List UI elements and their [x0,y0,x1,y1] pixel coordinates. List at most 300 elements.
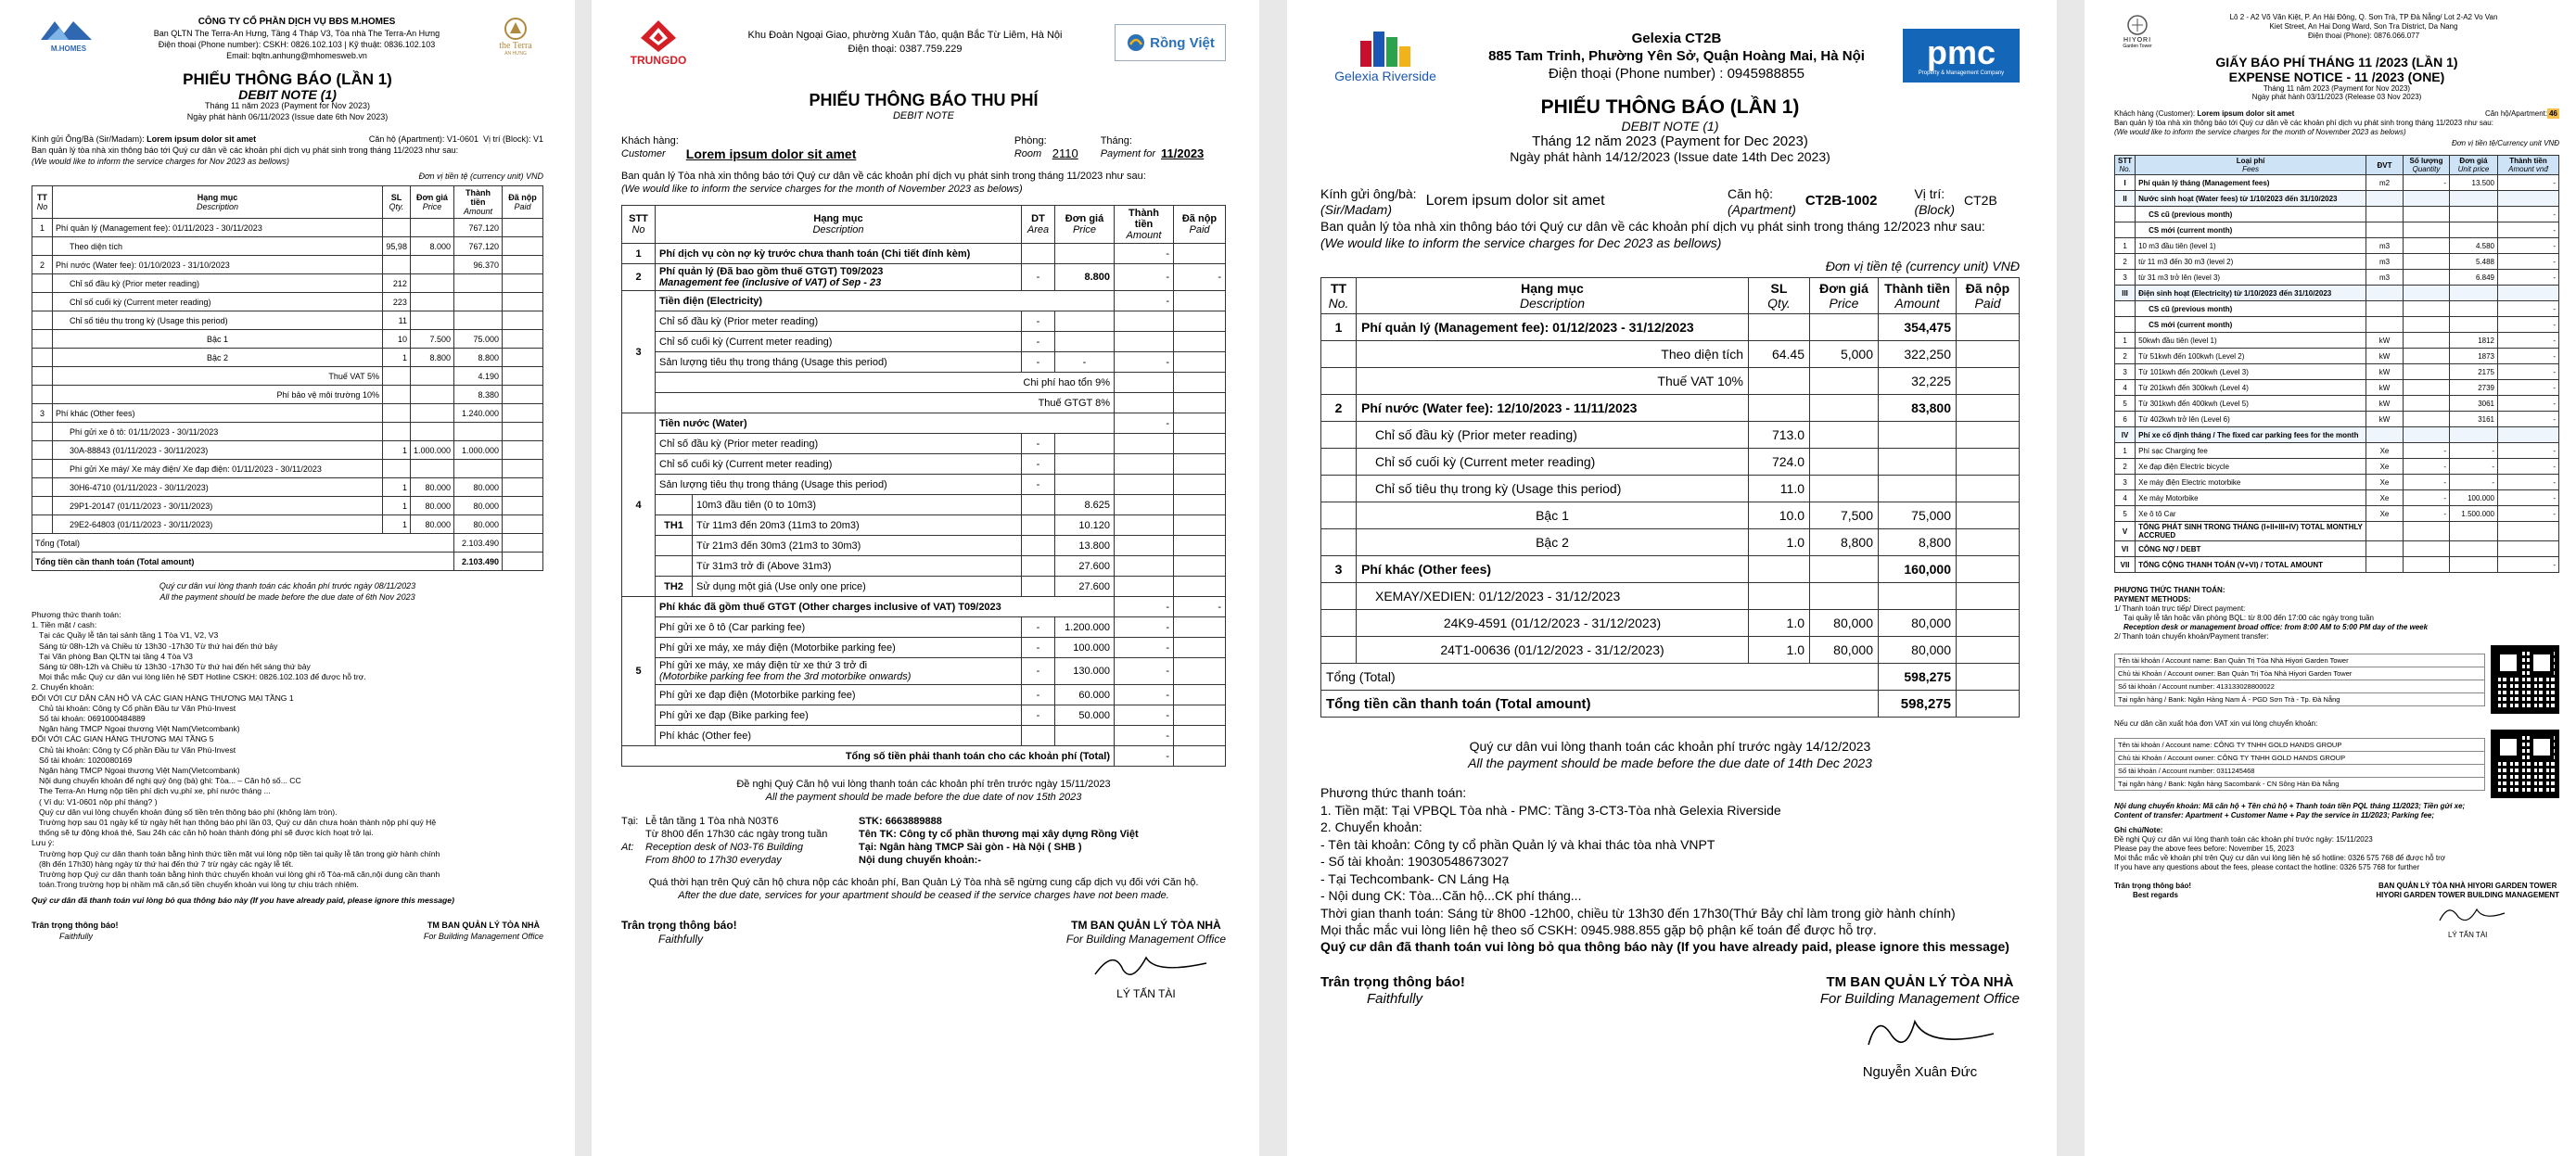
header-en: Unit price [2457,165,2490,173]
table-cell [32,478,53,497]
payment-line: Sáng từ 08h-12h và Chiều từ 13h30 -17h30 Từ thứ hai đến thứ bảy [39,641,278,651]
qty: 1.0 [1749,529,1810,556]
bank-line: Tên tài khoản / Account name: CÔNG TY TNHH GOLD HANDS GROUP [2115,738,2485,751]
paid [1174,373,1226,393]
header-vi: DT [1031,213,1045,224]
column-header [382,186,410,219]
payment-line: Số tài khoản: 0691000484889 [39,714,146,724]
table-cell: 80.000 [454,515,503,534]
greeting-en: (Sir/Madam) [1320,202,1393,217]
paid [1174,291,1226,311]
table-cell: 8.800 [410,349,453,367]
table-row [2115,222,2559,238]
note-line: Mọi thắc mắc về khoản phí trên Quý cư dân vui lòng liên hệ số hotline: 0326 575 768 để được hỗ trợ [2114,854,2445,862]
table-cell [503,219,543,237]
rongviet-logo [1115,24,1226,61]
tier-description [656,515,1022,536]
paid [1174,685,1226,705]
header-vi: TT [37,193,47,202]
column-header [1174,206,1226,244]
payment-line: Trường hợp Quý cư dân thanh toán bằng hình thức tiền mặt vui lòng nộp tiền tại quầy lễ tân trong giờ hành chính [39,848,440,858]
paid [1957,502,2020,529]
table-row [2115,490,2559,506]
header-vi: Hạng mục [813,213,863,224]
trungdo-logo [621,19,695,67]
table-row [32,497,543,515]
notes [2114,826,2559,872]
table-cell: 1.240.000 [454,404,503,423]
payment-line: Quý cư dân vui lòng chuyển khoản đúng số tiền trên thông báo phí (không làm tròn). [39,807,338,817]
table-cell: 223 [382,293,410,311]
table-cell: 1 [382,349,410,367]
faithfully: Faithfully [658,933,704,946]
paid [1174,311,1226,332]
table-cell [382,460,410,478]
table-cell [2366,557,2404,573]
table-cell: 2 [2115,459,2136,475]
paid [1957,422,2020,449]
block: Vị trí (Block): V1 [482,134,543,144]
header-vi: Hạng mục [197,193,238,202]
signer: Nguyễn Xuân Đức [1862,1063,1978,1080]
payment-line: ĐỐI VỚI CƯ DÂN CĂN HỘ VÀ CÁC GIAN HÀNG THƯƠNG MẠI TẦNG 1 [32,692,294,703]
payment-line: - Tên tài khoản: Công ty cổ phần Quản lý và khai thác tòa nhà VNPT [1320,836,1715,852]
table-cell: 96.370 [454,256,503,274]
greeting: Kính gửi ông/bà: [1320,186,1417,201]
gelexia-logo-icon [1353,28,1418,69]
desc-vi: Phí gửi xe ô tô (Car parking fee) [659,621,806,633]
table-cell: 5 [2115,396,2136,412]
qr-code-2[interactable] [2491,730,2559,798]
block-label-en: (Block) [1914,202,1955,217]
table-cell [382,404,410,423]
column-header [2136,156,2366,175]
payment-line: Tại các Quầy lễ tân tại sảnh tầng 1 Tòa V1, V2, V3 [39,630,219,641]
table-cell [503,515,543,534]
page-title: GIẤY BÁO PHÍ THÁNG 11 /2023 (LẦN 1) [2215,55,2458,70]
paid [1957,556,2020,583]
table-cell: CS cũ (previous month) [2136,207,2366,222]
amount: - [1115,685,1174,705]
table-cell: 767.120 [454,237,503,256]
payment-month: Tháng 11 năm 2023 (Payment for Nov 2023) [2263,84,2411,93]
area: - [1022,352,1055,373]
table-row [32,237,543,256]
table-cell: 80.000 [410,497,453,515]
price [1810,314,1879,341]
at-place-en: Reception desk of N03-T6 Building [645,842,803,853]
table-cell [2115,222,2136,238]
payment-methods [1320,784,2020,939]
note-line: Please pay the above fees before: November 15, 2023 [2114,845,2294,853]
customer-name: Lorem ipsum dolor sit amet [147,134,257,144]
header-vi: Đơn giá [1065,213,1104,224]
table-cell [503,441,543,460]
table-row [2115,191,2559,207]
table-cell: từ 31 m3 trở lên (level 3) [2136,270,2366,286]
area [1022,515,1055,536]
price [1055,475,1115,495]
payment-methods [32,610,543,890]
payment-line: Lưu ý: [32,838,55,848]
transfer-content-en: Content of transfer: Apartment + Customer Name + Pay the service in 11/2023; Parking fee; [2114,811,2434,819]
qr-code-1[interactable] [2491,645,2559,714]
price [1810,422,1879,449]
tier-text: Từ 31m3 trở đi (Above 31m3) [696,560,832,572]
signature [2426,900,2509,928]
header-vi: Loại phí [2236,157,2265,165]
header-en: Amount [463,207,493,216]
company: Gelexia CT2B [1631,30,1722,46]
table-cell: Nước sinh hoạt (Water fees) từ 1/10/2023 đến 31/10/2023 [2136,191,2366,207]
paid: - [1174,264,1226,291]
table-row [622,617,1226,638]
price: 10.120 [1055,515,1115,536]
table-cell: 30A-88843 (01/11/2023 - 30/11/2023) [53,441,383,460]
apartment-label: Căn hộ/Apartment: [2484,109,2548,118]
table-cell: 29P1-20147 (01/11/2023 - 30/11/2023) [53,497,383,515]
table-row [622,726,1226,746]
table-row [32,349,543,367]
price [1810,476,1879,502]
table-cell: Theo diện tích [53,237,383,256]
table-row [2115,522,2559,541]
due-note-en: All the payment should be made before the due date of 6th Nov 2023 [159,592,415,602]
table-cell [2450,541,2498,557]
payment-line: Trường hợp Quý cư dân thanh toán bằng hình thức chuyển khoản vui lòng ghi rõ Tòa-mã căn,nội dung cần thanh [39,870,440,880]
table-cell [32,423,53,441]
table-cell: - [2498,459,2559,475]
payment-line: The Terra-An Hưng nộp tiền phí dịch vụ,phí xe, phí nước tháng ... [39,786,271,796]
month-label-en: Payment for [1100,148,1155,159]
hiyori-logo [2114,13,2161,49]
area: - [1022,705,1055,726]
due-note-en: All the payment should be made before the due date of nov 15th 2023 [765,792,1082,803]
customer-name: Lorem ipsum dolor sit amet [1425,193,1605,209]
transfer-content: Nội dung chuyển khoản: Mã căn hộ + Tên chủ hộ + Thanh toán tiền PQL tháng 11/2023; Tiền gửi xe; [2114,802,2466,810]
amount [1879,449,1957,476]
table-cell: Phí xe cố định tháng / The fixed car parking fees for the month [2136,427,2366,443]
table-cell: 1 [382,478,410,497]
currency-unit: Đơn vị tiền tệ/Currency unit VNĐ [2452,139,2559,147]
table-row [2115,475,2559,490]
table-cell: 11 [382,311,410,330]
desc-en: (Motorbike parking fee from the 3rd motorbike onwards) [659,671,912,682]
column-header [1749,278,1810,314]
header-vi: Đã nộp [508,193,537,202]
address-2: Kiet Street, An Hai Dong Ward, Son Tra District, Da Nang [2269,22,2458,31]
total-row [32,534,543,553]
table-row [2115,333,2559,349]
table-row [622,495,1226,515]
table-cell: Từ 101kwh đến 200kwh (Level 3) [2136,364,2366,380]
table-cell: - [2404,443,2450,459]
bank-row [2115,692,2485,705]
table-cell [503,367,543,386]
table-cell: - [2498,412,2559,427]
column-header [454,186,503,219]
column-header [2450,156,2498,175]
th-label [656,536,693,555]
debit-note-gelexia [1287,0,2057,1156]
table-cell: 29E2-64803 (01/11/2023 - 30/11/2023) [53,515,383,534]
note-line: If you have any questions about the fees, please contact the hotline: 0326 575 768 for further [2114,863,2420,871]
table-cell: III [2115,286,2136,301]
table-cell [2366,541,2404,557]
table-row [2115,238,2559,254]
table-cell: 4.190 [454,367,503,386]
transfer-content: Nội dung chuyển khoản:- [859,855,981,866]
table-row [622,685,1226,705]
table-cell: - [2498,506,2559,522]
faithfully: Faithfully [1367,990,1423,1007]
price: 100.000 [1055,638,1115,658]
intro: Ban quản lý tòa nhà xin thông báo tới Quý cư dân về các khoản phí dịch vụ phát sinh trong tháng 11/2023 như sau: [2114,119,2493,127]
table-row [1321,422,2020,449]
th-label: TH2 [656,577,693,596]
address: Khu Đoàn Ngoại Giao, phường Xuân Tảo, quận Bắc Từ Liêm, Hà Nội [747,30,1063,41]
row-description [656,685,1022,705]
table-row [32,219,543,237]
table-cell: 3 [2115,364,2136,380]
table-cell [503,349,543,367]
payment-line: Số tài khoản: 1020080169 [39,755,133,765]
header-en: Paid [514,202,531,211]
table-row [32,404,543,423]
table-cell: 1 [382,497,410,515]
table-cell: Từ 402kwh trở lên (Level 6) [2136,412,2366,427]
table-row [32,386,543,404]
trungdo-text: TRUNGDO [630,54,687,67]
table-cell: 3061 [2450,396,2498,412]
warning-en: After the due date, services for your apartment should be ceased if the service charges have not been made. [678,890,1169,901]
office: TM BAN QUẢN LÝ TÒA NHÀ [1826,973,2014,990]
paid [1174,244,1226,264]
table-cell [32,515,53,534]
table-cell: 6 [2115,412,2136,427]
table-cell [2450,522,2498,541]
paid [1957,341,2020,368]
table-row [2115,380,2559,396]
vat-label: Thuế GTGT 8% [656,393,1115,413]
table-cell: 3 [2115,270,2136,286]
qty [1749,314,1810,341]
header-vi: Đã nộp [1181,213,1218,224]
company-address: Ban QLTN The Terra-An Hưng, Tầng 4 Tháp V3, Tòa nhà The Terra-An Hưng [153,29,440,38]
table-cell: Phí quản lý tháng (Management fees) [2136,175,2366,191]
tier-description [656,536,1022,556]
row-description [656,264,1022,291]
amount: 75,000 [1879,502,1957,529]
column-header [1357,278,1749,314]
price: 80,000 [1810,637,1879,664]
table-cell: 1 [382,515,410,534]
table-cell [2404,412,2450,427]
column-header [2498,156,2559,175]
terra-logo-text: the Terra [499,41,532,51]
header-en: Qty. [389,202,404,211]
row-no [1321,502,1357,529]
paid [1957,664,2020,691]
table-cell [503,534,543,553]
row-description: Chỉ số đầu kỳ (Prior meter reading) [1357,422,1749,449]
amount [1115,311,1174,332]
bank-row [2115,751,2485,764]
table-cell [2498,427,2559,443]
column-header [2404,156,2450,175]
qty: 724.0 [1749,449,1810,476]
table-row [622,311,1226,332]
column-header [2115,156,2136,175]
row-description: 24T1-00636 (01/12/2023 - 31/12/2023) [1357,637,1749,664]
table-cell [2498,522,2559,541]
price [1810,449,1879,476]
table-cell: 8.380 [454,386,503,404]
table-cell: 4.580 [2450,238,2498,254]
column-header [2366,156,2404,175]
paid [1957,476,2020,502]
table-cell: 10 m3 đầu tiên (level 1) [2136,238,2366,254]
page-title: PHIẾU THÔNG BÁO THU PHÍ [809,91,1039,109]
column-header [656,206,1022,244]
table-cell [503,478,543,497]
expense-notice-hiyori [2085,0,2576,1156]
currency-unit: Đơn vị tiền tệ (currency unit) VND [418,171,543,181]
qty [1749,395,1810,422]
table-row [2115,427,2559,443]
signer: LÝ TẤN TÀI [1116,987,1176,1000]
section-title: Tiền điện (Electricity) [656,291,1115,311]
amount: - [1115,413,1174,434]
table-row [1321,610,2020,637]
signature [1077,946,1216,984]
table-cell: V [2115,522,2136,541]
row-no [1321,637,1357,664]
table-cell: 2 [2115,254,2136,270]
office-en: For Building Management Office [423,932,543,942]
amount [1115,393,1174,413]
area [1022,244,1055,264]
table-cell: Điện sinh hoạt (Electricity) từ 1/10/2023 đến 31/10/2023 [2136,286,2366,301]
debit-note-mhomes [0,0,575,1156]
area: - [1022,454,1055,475]
table-cell [32,274,53,293]
pmc-logo [1903,29,2020,83]
table-row [2115,557,2559,573]
tier-text: Từ 21m3 đến 30m3 (21m3 to 30m3) [696,540,861,552]
price: 27.600 [1055,577,1115,597]
table-cell: kW [2366,349,2404,364]
table-cell: Xe [2366,459,2404,475]
header-en: Description [812,224,864,235]
table-cell [2404,349,2450,364]
header-en: No [36,202,48,211]
direct-payment-en: Reception desk or management broad office: from 8:00 AM to 5:00 PM day of the week [2123,623,2429,631]
table-cell [503,330,543,349]
room: 2110 [1052,146,1078,160]
amount: 8,800 [1879,529,1957,556]
table-cell: VI [2115,541,2136,557]
issue-date: Ngày phát hành 03/11/2023 (Release 03 Nov 2023) [2251,93,2422,101]
month-label: Tháng: [1100,135,1132,146]
payment-line: ( Ví dụ: V1-0601 nộp phí tháng? ) [39,796,158,807]
table-row [1321,368,2020,395]
room-label: Phòng: [1014,135,1047,146]
table-cell: Xe [2366,475,2404,490]
tier-text: 10m3 đầu tiên (0 to 10m3) [696,499,817,511]
bank-row [2115,680,2485,692]
table-cell: Xe [2366,490,2404,506]
paid-note: Quý cư dân đã thanh toán vui lòng bỏ qua thông báo này (If you have already paid, please ignore this message) [32,896,454,906]
payment-line: Ngân hàng TMCP Ngoại thương Việt Nam(Vietcombank) [39,766,240,776]
table-cell [32,460,53,478]
table-cell: Phí khác (Other fees) [53,404,383,423]
payment-line: 2. Chuyển khoản: [32,682,95,692]
table-cell: 10 [382,330,410,349]
header-en: Description [1519,296,1586,311]
table-cell [2450,286,2498,301]
row-description: Chỉ số tiêu thụ trong kỳ (Usage this period) [1357,476,1749,502]
mhomes-logo-icon [36,17,101,44]
paid [1957,314,2020,341]
price: 8,800 [1810,529,1879,556]
amount: - [1115,658,1174,685]
table-cell: Bậc 1 [53,330,383,349]
table-cell [2404,427,2450,443]
table-cell: kW [2366,412,2404,427]
tier-text: Từ 11m3 đến 20m3 (11m3 to 20m3) [696,519,860,531]
grand-total-row [1321,691,2020,718]
hiyori-logo-icon [2123,13,2151,37]
table-row [32,478,543,497]
table-cell: Phí gửi Xe máy/ Xe máy điện/ Xe đạp điện: 01/11/2023 - 30/11/2023 [53,460,383,478]
logo-text: M.HOMES [50,44,87,53]
bank-table-1 [2114,654,2485,706]
row-no [1321,368,1357,395]
table-row [622,638,1226,658]
table-cell [503,423,543,441]
amount: - [1115,617,1174,638]
direct-payment-vi: Tại quầy lễ tân hoặc văn phòng BQL: từ 8:00 đến 17:00 các ngày trong tuần [2123,614,2374,622]
table-cell [2404,396,2450,412]
table-cell: - [2450,443,2498,459]
table-row [622,373,1226,393]
table-cell [2404,254,2450,270]
amount: 354,475 [1879,314,1957,341]
bank-table-2 [2114,738,2485,791]
qty: 713.0 [1749,422,1810,449]
table-cell [2404,364,2450,380]
paid [1174,746,1226,767]
best-regards: Best regards [2133,891,2178,899]
amount: 160,000 [1879,556,1957,583]
table-cell: 1873 [2450,349,2498,364]
table-cell [410,460,453,478]
header-en: Paid [1974,296,2001,311]
table-cell [503,311,543,330]
area: - [1022,685,1055,705]
payment-line: Phương thức thanh toán: [32,610,121,619]
row-description: Chỉ số đầu kỳ (Prior meter reading) [656,311,1022,332]
table-cell: - [2450,459,2498,475]
table-cell: Thuế VAT 5% [53,367,383,386]
terra-logo-sub: AN HƯNG [504,51,527,57]
table-cell: CS mới (current month) [2136,222,2366,238]
payment-title-en: PAYMENT METHODS: [2114,595,2191,603]
price [1810,395,1879,422]
address: 885 Tam Trinh, Phường Yên Sở, Quận Hoàng Mai, Hà Nội [1488,47,1865,64]
table-cell: Xe ô tô Car [2136,506,2366,522]
